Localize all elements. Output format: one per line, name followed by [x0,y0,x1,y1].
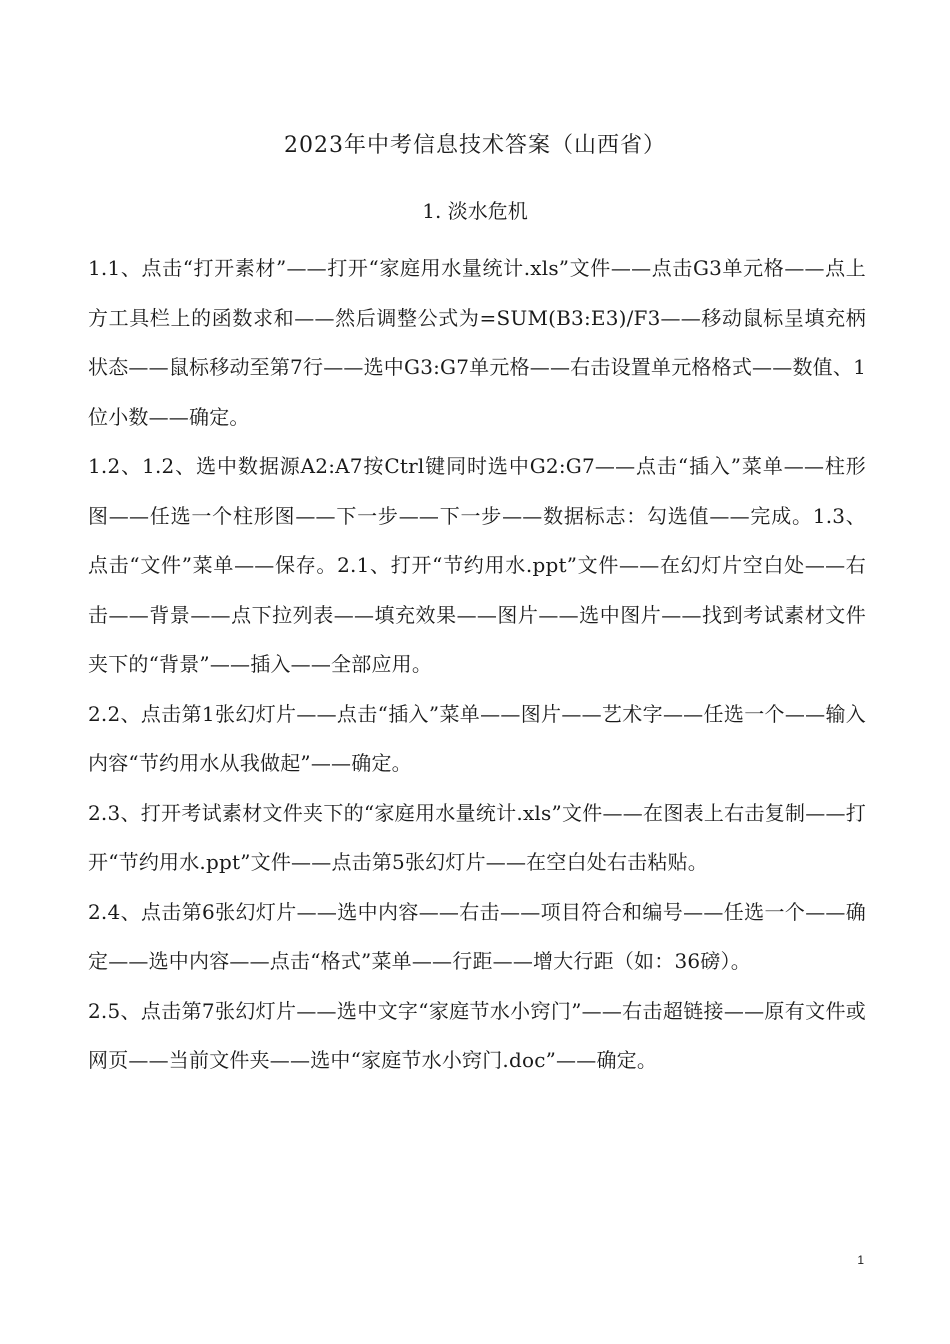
paragraph-2-4: 2.4、点击第6张幻灯片——选中内容——右击——项目符合和编号——任选一个——确定——选中内容——点击“格式”菜单——行距——增大行距（如：36磅）。 [88,899,866,973]
paragraph-2-3: 2.3、打开考试素材文件夹下的“家庭用水量统计.xls”文件——在图表上右击复制——打开“节约用水.ppt”文件——点击第5张幻灯片——在空白处右击粘贴。 [88,800,866,874]
paragraph-2-5: 2.5、点击第7张幻灯片——选中文字“家庭节水小窍门”——右击超链接——原有文件或网页——当前文件夹——选中“家庭节水小窍门.doc”——确定。 [88,998,866,1072]
paragraph-2-2: 2.2、点击第1张幻灯片——点击“插入”菜单——图片——艺术字——任选一个——输入内容“节约用水从我做起”——确定。 [88,701,866,775]
document-body [88,244,866,1086]
page-number: 1 [857,1253,864,1267]
paragraph-1-1: 1.1、点击“打开素材”——打开“家庭用水量统计.xls”文件——点击G3单元格——点上方工具栏上的函数求和——然后调整公式为=SUM(B3:E3)/F3——移动鼠标呈填充柄状态——鼠标移动至第7行——选中G3:G7单元格——右击设置单元格格式——数值、1位小数——确定。 [88,256,866,429]
section-heading: 1. 淡水危机 [422,199,528,223]
paragraph-1-2: 1.2、1.2、选中数据源A2:A7按Ctrl键同时选中G2:G7——点击“插入”菜单——柱形图——任选一个柱形图——下一步——下一步——数据标志：勾选值——完成。1.3、点击“文件”菜单——保存。2.1、打开“节约用水.ppt”文件——在幻灯片空白处——右击——背景——点下拉列表——填充效果——图片——选中图片——找到考试素材文件夹下的“背景”——插入——全部应用。 [88,454,866,676]
document-title: 2023年中考信息技术答案（山西省） [284,133,666,158]
